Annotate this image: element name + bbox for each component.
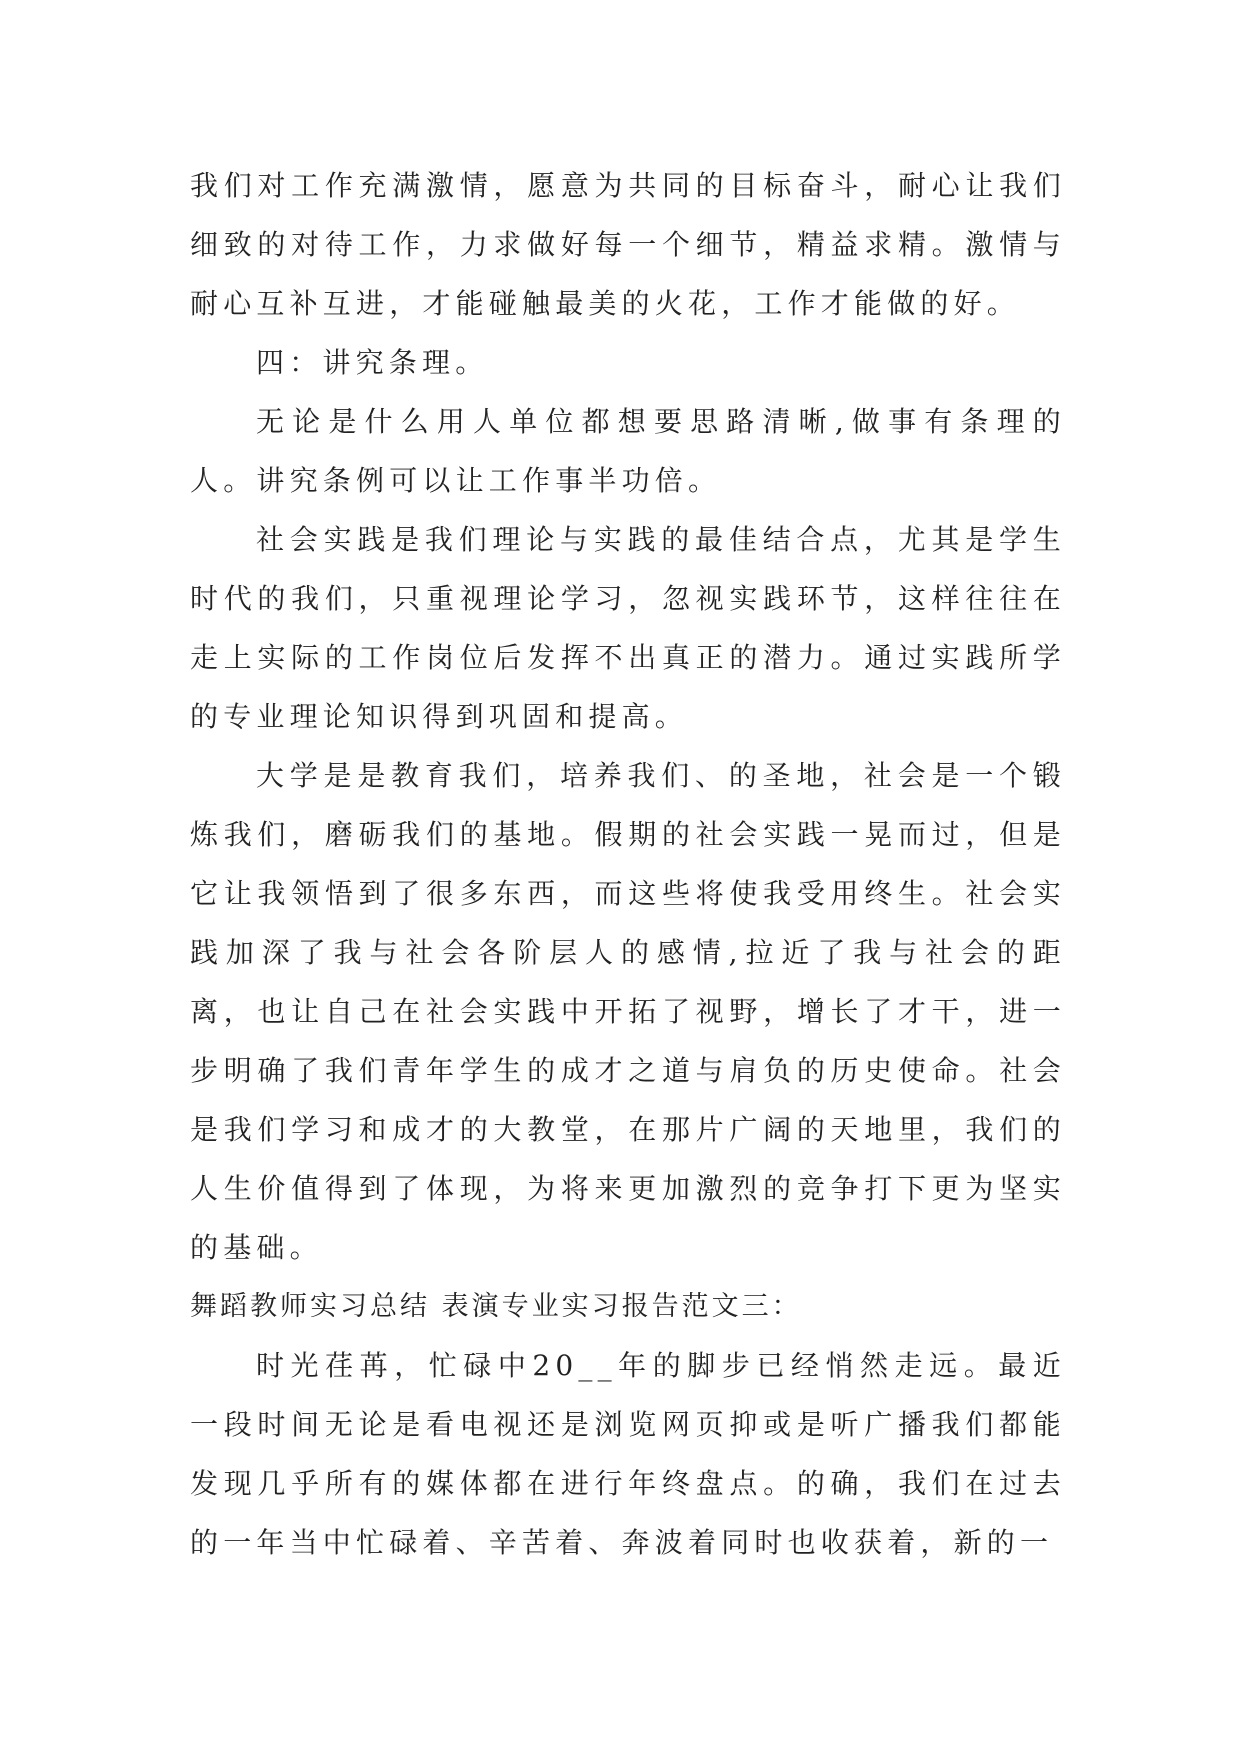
paragraph-organization: 无论是什么用人单位都想要思路清晰,做事有条理的人。讲究条例可以让工作事半功倍。 [190,405,1066,497]
paragraph-continuation: 我们对工作充满激情，愿意为共同的目标奋斗，耐心让我们细致的对待工作，力求做好每一个细节，精益求精。激情与耐心互补互进，才能碰触最美的火花，工作才能做的好。 [190,169,1066,320]
paragraph-university: 大学是是教育我们，培养我们、的圣地，社会是一个锻炼我们，磨砺我们的基地。假期的社会实践一晃而过，但是它让我领悟到了很多东西，而这些将使我受用终生。社会实践加深了我与社会各阶层人的感情,拉近了我与社会的距离，也让自己在社会实践中开拓了视野，增长了才干，进一步明确了我们青年学生的成才之道与肩负的历史使命。社会是我们学习和成才的大教堂，在那片广阔的天地里，我们的人生价值得到了体现，为将来更加激烈的竞争打下更为坚实的基础。 [190,759,1066,1264]
paragraph-social-practice: 社会实践是我们理论与实践的最佳结合点，尤其是学生时代的我们，只重视理论学习，忽视实践环节，这样往往在走上实际的工作岗位后发挥不出真正的潜力。通过实践所学的专业理论知识得到巩固和提高。 [190,523,1066,733]
paragraph-section-heading-four: 四：讲究条理。 [256,346,489,379]
document-body [190,156,1066,1572]
paragraph-time-passes: 时光荏苒，忙碌中20__年的脚步已经悄然走远。最近一段时间无论是看电视还是浏览网页抑或是听广播我们都能发现几乎所有的媒体都在进行年终盘点。的确，我们在过去的一年当中忙碌着、辛苦着、奔波着同时也收获着，新的一 [190,1349,1066,1559]
section-title: 舞蹈教师实习总结 表演专业实习报告范文三： [190,1291,802,1322]
